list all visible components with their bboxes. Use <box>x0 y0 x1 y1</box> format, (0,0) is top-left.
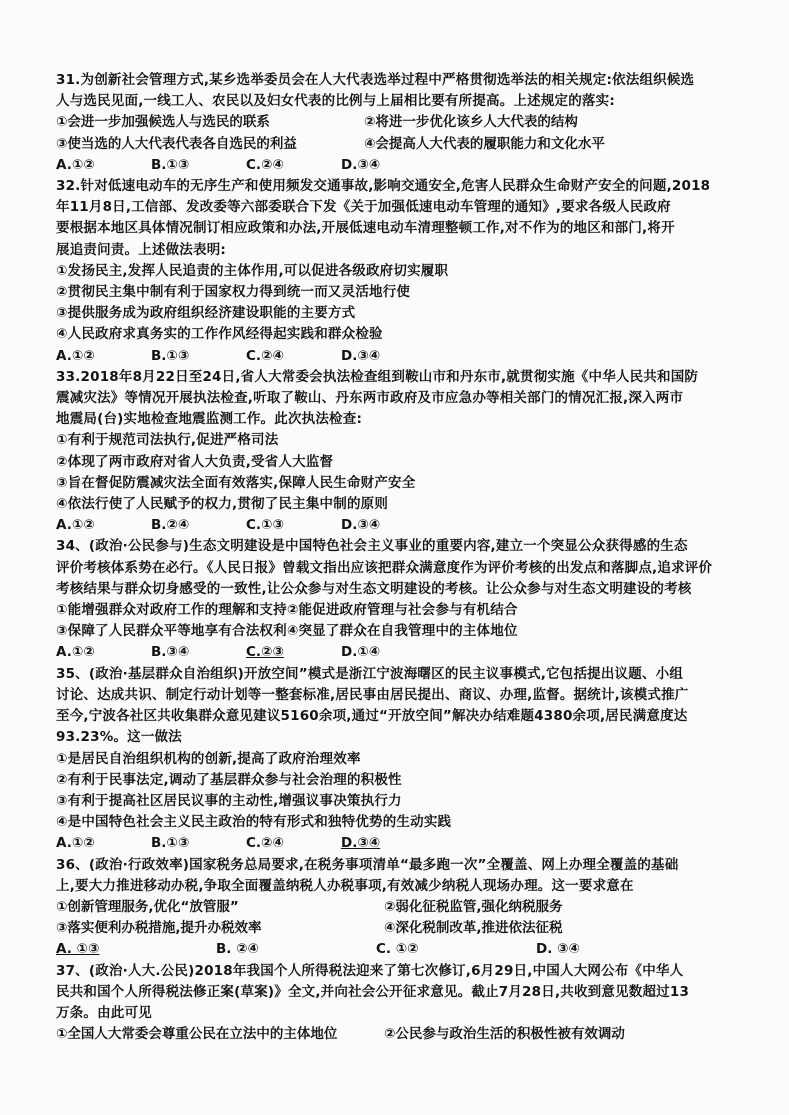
choice-c: C.②④ <box>246 835 284 852</box>
question-31-options-row-1 <box>56 112 751 133</box>
question-33-line: 震减灾法》等情况开展执法检查,听取了鞍山、丹东两市政府及市应急办等相关部门的情况汇报,深入两市 <box>56 390 684 407</box>
choice-b: B.③④ <box>151 644 190 661</box>
question-35-option: ③有利于提高社区居民议事的主动性,增强议事决策执行力 <box>56 792 402 809</box>
question-35-line: 讨论、达成共识、制定行动计划等一整套标准,居民事由居民提出、商议、办理,监督。据统计,该模式推广 <box>56 686 689 703</box>
question-35-line: 35、(政治·基层群众自治组织)开放空间”模式是浙江宁波海曙区的民主议事模式,它包括提出议题、小组 <box>56 665 684 682</box>
question-31-stem-line-2: 人与选民见面,一线工人、农民以及妇女代表的比例与上届相比要有所提高。上述规定的落实: <box>56 93 615 110</box>
question-35-choices <box>56 833 751 854</box>
question-31 <box>56 70 751 176</box>
question-32-line: 展追责问责。上述做法表明: <box>56 241 226 258</box>
choice-d: D.③④ <box>341 347 381 364</box>
question-37-line: 民共和国个人所得税法修正案(草案)》全文,并向社会公开征求意见。截止7月28日,共收到意见数超过13 <box>56 983 690 1000</box>
question-33 <box>56 367 751 537</box>
question-31-choices <box>56 155 751 176</box>
question-36-options-row-1 <box>56 897 751 918</box>
question-33-option: ②体现了两市政府对省人大负责,受省人大监督 <box>56 453 334 470</box>
question-31-option-3: ③使当选的人大代表代表各自选民的利益 <box>56 135 297 152</box>
choice-b: B.①③ <box>151 347 190 364</box>
question-34-line: 34、(政治·公民参与)生态文明建设是中国特色社会主义事业的重要内容,建立一个突显公众获得感的生态 <box>56 538 688 555</box>
question-36-option-4: ④深化税制改革,推进依法征税 <box>384 920 563 937</box>
choice-c: C.②④ <box>246 156 284 173</box>
question-31-option-4: ④会提高人大代表的履职能力和文化水平 <box>364 135 605 152</box>
question-37-line: 万条。由此可见 <box>56 1004 152 1021</box>
question-33-option: ③旨在督促防震减灾法全面有效落实,保障人民生命财产安全 <box>56 474 416 491</box>
question-36 <box>56 855 751 961</box>
choice-c: C.②④ <box>246 347 284 364</box>
choice-a: A.①② <box>56 347 95 364</box>
choice-c: C. ①② <box>376 941 419 958</box>
question-36-line: 36、(政治·行政效率)国家税务总局要求,在税务事项清单“最多跑一次”全覆盖、网上办理全覆盖的基础 <box>56 856 679 873</box>
question-32-line: 要根据本地区具体情况制订相应政策和办法,开展低速电动车清理整顿工作,对不作为的地区和部门,将开 <box>56 220 675 237</box>
question-35 <box>56 664 751 855</box>
question-31-option-2: ②将进一步优化该乡人大代表的结构 <box>364 114 578 131</box>
question-34-option: ③保障了人民群众平等地享有合法权利④突显了群众在自我管理中的主体地位 <box>56 623 518 640</box>
choice-c: C.①③ <box>246 517 284 534</box>
question-33-line: 地震局(台)实地检查地震监测工作。此次执法检查: <box>56 411 363 428</box>
question-36-option-3: ③落实便利办税措施,提升办税效率 <box>56 920 262 937</box>
question-32-line: 年11月8日,工信部、发改委等六部委联合下发《关于加强低速电动车管理的通知》,要求各级人民政府 <box>56 199 671 216</box>
question-31-option-1: ①会进一步加强候选人与选民的联系 <box>56 114 270 131</box>
question-35-line: 至今,宁波各社区共收集群众意见建议5160余项,通过“开放空间”解决办结难题4380余项,居民满意度达 <box>56 708 688 725</box>
question-34-line: 评价考核体系势在必行。《人民日报》曾载文指出应该把群众满意度作为评价考核的出发点和落脚点,追求评价 <box>56 559 713 576</box>
question-32-option: ①发扬民主,发挥人民追责的主体作用,可以促进各级政府切实履职 <box>56 262 449 279</box>
question-32-option: ③提供服务成为政府组织经济建设职能的主要方式 <box>56 305 356 322</box>
question-34-option: ①能增强群众对政府工作的理解和支持②能促进政府管理与社会参与有机结合 <box>56 602 518 619</box>
question-34-choices <box>56 642 751 663</box>
choice-b: B. ②④ <box>216 941 259 958</box>
question-32 <box>56 176 751 367</box>
question-31-stem-line-1: 31.为创新社会管理方式,某乡选举委员会在人大代表选举过程中严格贯彻选举法的相关规定:依法组织候选 <box>56 72 695 88</box>
question-35-option: ②有利于民事法定,调动了基层群众参与社会治理的积极性 <box>56 771 402 788</box>
question-36-option-1: ①创新管理服务,优化“放管服” <box>56 898 239 915</box>
question-37-line: 37、(政治·人大.公民)2018年我国个人所得税法迎来了第七次修订,6月29日,中国人大网公布《中华人 <box>56 962 684 979</box>
question-36-option-2: ②弱化征税监管,强化纳税服务 <box>384 898 563 915</box>
choice-a: A.①② <box>56 644 95 661</box>
question-31-options-row-2 <box>56 134 751 155</box>
choice-d: D.③④ <box>341 156 381 173</box>
question-35-option: ④是中国特色社会主义民主政治的特有形式和独特优势的生动实践 <box>56 814 452 831</box>
question-33-line: 33.2018年8月22日至24日,省人大常委会执法检查组到鞍山市和丹东市,就贯彻实施《中华人民共和国防 <box>56 368 699 385</box>
choice-a: A. ①③ <box>56 941 100 958</box>
choice-a: A.①② <box>56 517 95 534</box>
choice-a: A.①② <box>56 835 95 852</box>
choice-d: D. ③④ <box>536 941 580 958</box>
question-33-option: ④依法行使了人民赋予的权力,贯彻了民主集中制的原则 <box>56 496 389 513</box>
question-34-line: 考核结果与群众切身感受的一致性,让公众参与对生态文明建设的考核。让公众参与对生态文明建设的考核 <box>56 580 692 597</box>
question-32-option: ④人民政府求真务实的工作作风经得起实践和群众检验 <box>56 326 383 343</box>
question-35-option: ①是居民自治组织机构的创新,提高了政府治理效率 <box>56 750 361 767</box>
choice-d: D.③④ <box>341 835 381 852</box>
choice-a: A.①② <box>56 156 95 173</box>
question-34 <box>56 536 751 663</box>
choice-d: D.③④ <box>341 517 381 534</box>
question-33-option: ①有利于规范司法执行,促进严格司法 <box>56 432 279 449</box>
question-36-choices <box>56 939 751 960</box>
choice-b: B.②④ <box>151 517 190 534</box>
question-36-options-row-2 <box>56 918 751 939</box>
choice-b: B.①③ <box>151 156 190 173</box>
question-37-option-1: ①全国人大常委会尊重公民在立法中的主体地位 <box>56 1026 338 1043</box>
question-37-option-2: ②公民参与政治生活的积极性被有效调动 <box>384 1026 625 1043</box>
question-37-options-row-1 <box>56 1024 751 1045</box>
question-36-line: 上,要大力推进移动办税,争取全面覆盖纳税人办税事项,有效减少纳税人现场办理。这一要求意在 <box>56 877 634 894</box>
question-33-choices <box>56 515 751 536</box>
choice-c: C.②③ <box>246 644 284 661</box>
question-32-option: ②贯彻民主集中制有利于国家权力得到统一而又灵活地行使 <box>56 284 411 301</box>
question-35-line: 93.23%。这一做法 <box>56 729 182 746</box>
choice-b: B.①③ <box>151 835 190 852</box>
choice-d: D.①④ <box>341 644 381 661</box>
question-32-line: 32.针对低速电动车的无序生产和使用频发交通事故,影响交通安全,危害人民群众生命财产安全的问题,2018 <box>56 178 711 195</box>
question-37 <box>56 961 751 1046</box>
question-32-choices <box>56 346 751 367</box>
